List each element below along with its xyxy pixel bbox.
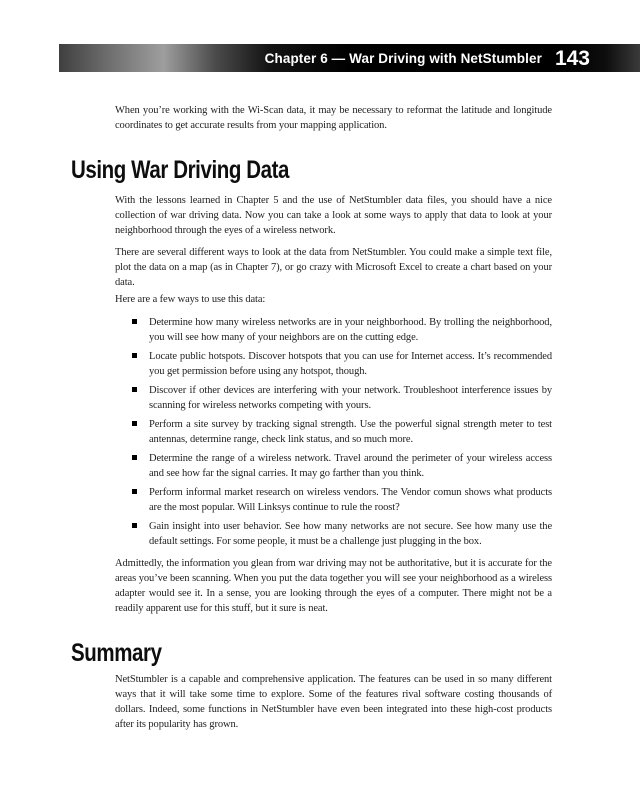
list-item [132,417,552,447]
section-heading-summary: Summary [71,639,162,667]
bullet-text: Discover if other devices are interfering with your network. Troubleshoot interference issues by scanning for wireless networks competing with yours. [149,385,552,411]
bullet-list [132,315,552,549]
bullet-text: Determine the range of a wireless network. Travel around the perimeter of your wireless access and see how far the signal carries. It may go farther than you think. [149,453,552,479]
bullet-square-icon [132,319,137,324]
list-item [132,485,552,515]
list-intro-paragraph: Here are a few ways to use this data: [115,294,266,305]
section-heading-using-war-driving-data: Using War Driving Data [71,156,290,184]
list-item [132,451,552,481]
bullet-square-icon [132,421,137,426]
bullet-square-icon [132,387,137,392]
bullet-text: Determine how many wireless networks are in your neighborhood. By trolling the neighborhood, you will see how many of your neighbors are on the cutting edge. [149,317,552,343]
bullet-text: Locate public hotspots. Discover hotspots that you can use for Internet access. It’s recommended you get permission before using any hotspot, though. [149,351,552,377]
list-item [132,383,552,413]
closing-paragraph: Admittedly, the information you glean from war driving may not be authoritative, but it is accurate for the areas you’ve been scanning. When you put the data together you will see your neighborhood as a wireless adapter would see it. In a sense, you are looking through the eyes of a computer. There might not be a readily apparent use for this stuff, but it sure is neat. [115,558,552,614]
page-number: 143 [554,46,590,70]
list-item [132,349,552,379]
list-item [132,315,552,345]
paragraph: There are several different ways to look at the data from NetStumbler. You could make a simple text file, plot the data on a map (as in Chapter 7), or go crazy with Microsoft Excel to create a chart based on your data. [115,247,552,288]
summary-paragraph: NetStumbler is a capable and comprehensive application. The features can be used in so many different ways that it will take some time to explore. Some of the features rival software costing thousands of dollars. Indeed, some functions in NetStumbler have even been integrated into these high-cost products after its popularity has grown. [115,674,552,730]
bullet-square-icon [132,489,137,494]
intro-paragraph: When you’re working with the Wi-Scan data, it may be necessary to reformat the latitude and longitude coordinates to get accurate results from your mapping application. [115,105,552,131]
bullet-square-icon [132,353,137,358]
bullet-text: Perform informal market research on wireless vendors. The Vendor comun shows what products are the most popular. Will Linksys continue to rule the roost? [149,487,552,513]
chapter-title: Chapter 6 — War Driving with NetStumbler [264,50,542,66]
bullet-text: Perform a site survey by tracking signal strength. Use the powerful signal strength meter to test antennas, determine range, check link status, and so much more. [149,419,552,445]
list-item [132,519,552,549]
bullet-square-icon [132,523,137,528]
bullet-square-icon [132,455,137,460]
bullet-text: Gain insight into user behavior. See how many networks are not secure. See how many use the default settings. For some people, it must be a challenge just plugging in the box. [149,521,552,547]
paragraph: With the lessons learned in Chapter 5 and the use of NetStumbler data files, you should have a nice collection of war driving data. Now you can take a look at some ways to apply that data to look at your neighborhood through the eyes of a wireless network. [115,195,552,236]
